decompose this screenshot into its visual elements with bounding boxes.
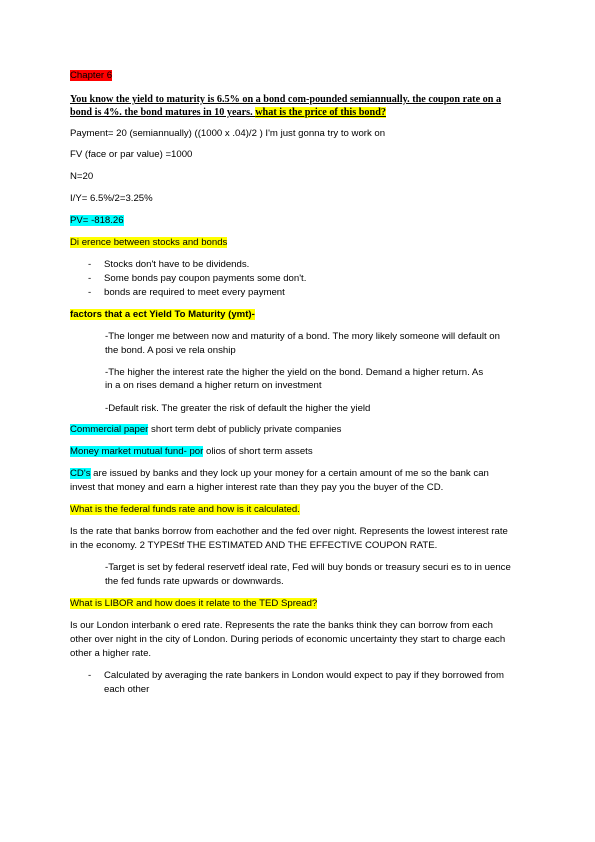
cd-term: CD's <box>70 468 91 479</box>
money-market-def: olios of short term assets <box>203 446 313 457</box>
libor-bullet-line-2: each other <box>104 684 150 695</box>
list-item <box>0 287 595 299</box>
libor-line-1: Is our London interbank o ered rate. Represents the rate the banks think they can borrow from each <box>70 620 493 631</box>
ytm-para-2-line-1: -The higher the interest rate the higher the yield on the bond. Demand a higher return. As <box>105 367 484 378</box>
fed-funds-heading-text: What is the federal funds rate and how is it calculated. <box>70 504 300 515</box>
question-line-2-text: bond is 4%. the bond matures in 10 years. <box>70 107 256 118</box>
payment-line: Payment= 20 (semiannually) ((1000 x .04)/2 ) I'm just gonna try to work on <box>70 128 386 139</box>
chapter-text: Chapter 6 <box>70 70 113 81</box>
pv-value: PV= -818.26 <box>70 215 124 226</box>
libor-line-3: other a higher rate. <box>70 648 152 659</box>
libor-heading <box>70 598 317 610</box>
commercial-paper-line <box>70 424 341 436</box>
bullet-text: bonds are required to meet every payment <box>104 287 285 298</box>
question-line-1: You know the yield to maturity is 6.5% on a bond com-pounded semiannually. the coupon rate on a <box>70 94 502 105</box>
libor-line-2: other over night in the city of London. During periods of economic uncertainty they start to charge each <box>70 634 506 645</box>
ytm-para-2-line-2: in a on rises demand a higher return on investment <box>105 380 322 391</box>
fv-line: FV (face or par value) =1000 <box>70 149 193 160</box>
list-item <box>0 259 595 271</box>
ytm-para-3: -Default risk. The greater the risk of default the higher the yield <box>105 403 371 414</box>
commercial-paper-def: short term debt of publicly private companies <box>148 424 342 435</box>
bullet-dash: - <box>88 287 92 298</box>
bullet-dash: - <box>88 273 92 284</box>
cd-line-2: invest that money and earn a higher interest rate than they pay you the buyer of the CD. <box>70 482 444 493</box>
fed-funds-heading <box>70 504 300 516</box>
pv-line <box>70 215 124 227</box>
money-market-line <box>70 446 313 458</box>
ytm-heading-text: factors that a ect Yield To Maturity (ymt)- <box>70 309 255 320</box>
cd-def: are issued by banks and they lock up your money for a certain amount of me so the bank can <box>90 468 489 479</box>
question-highlight: what is the price of this bond? <box>255 107 386 118</box>
libor-bullet-line-1: Calculated by averaging the rate bankers in London would expect to pay if they borrowed from <box>104 670 504 681</box>
bullet-dash: - <box>88 259 92 270</box>
fed-target-line-1: -Target is set by federal reservetf ideal rate, Fed will buy bonds or treasury securi es to in uence <box>105 562 511 573</box>
money-market-term: Money market mutual fund- por <box>70 446 204 457</box>
bullet-text: Stocks don't have to be dividends. <box>104 259 250 270</box>
cd-line-1 <box>70 468 489 480</box>
question-line-2 <box>70 107 386 119</box>
chapter-label <box>70 70 112 82</box>
fed-funds-line-2: in the economy. 2 TYPEStf THE ESTIMATED AND THE EFFECTIVE COUPON RATE. <box>70 540 438 551</box>
libor-heading-text: What is LIBOR and how does it relate to the TED Spread? <box>70 598 318 609</box>
ytm-heading <box>70 309 255 321</box>
fed-funds-line-1: Is the rate that banks borrow from eachother and the fed over night. Represents the lowest interest rate <box>70 526 508 537</box>
iy-line: I/Y= 6.5%/2=3.25% <box>70 193 153 204</box>
fed-target-line-2: the fed funds rate upwards or downwards. <box>105 576 284 587</box>
list-item <box>0 273 595 285</box>
n-line: N=20 <box>70 171 94 182</box>
commercial-paper-term: Commercial paper <box>70 424 149 435</box>
stocks-bonds-heading <box>70 237 227 249</box>
list-item <box>0 670 595 698</box>
ytm-para-1-line-2: the bond. A posi ve rela onship <box>105 345 236 356</box>
stocks-bonds-heading-text: Di erence between stocks and bonds <box>70 237 228 248</box>
bullet-text: Some bonds pay coupon payments some don't. <box>104 273 307 284</box>
bullet-dash: - <box>88 670 92 681</box>
ytm-para-1-line-1: -The longer me between now and maturity of a bond. The mory likely someone will default on <box>105 331 500 342</box>
